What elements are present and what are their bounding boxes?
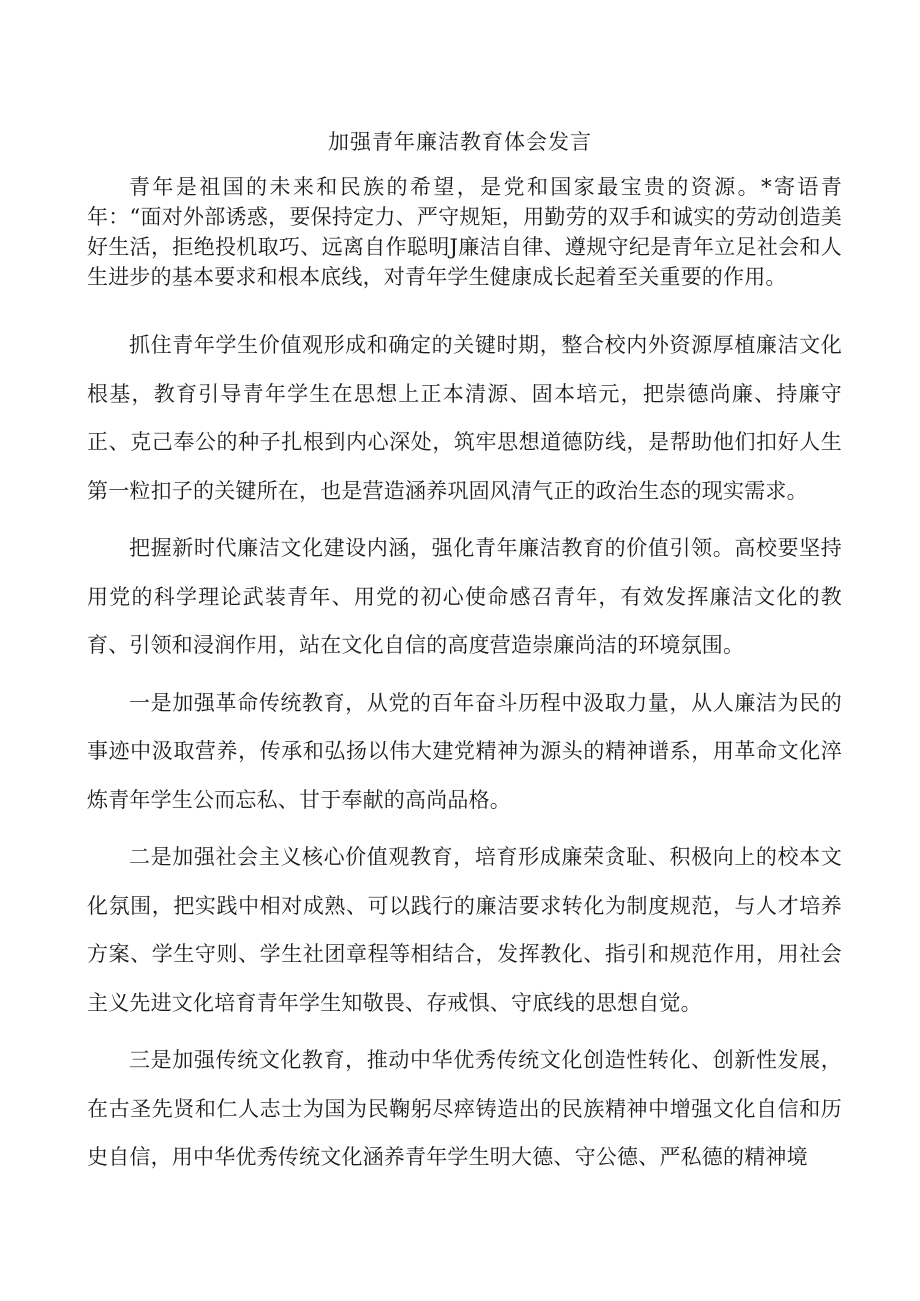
paragraph-6: 三是加强传统文化教育，推动中华优秀传统文化创造性转化、创新性发展，在古圣先贤和仁人志士为国为民鞠躬尽瘁铸造出的民族精神中增强文化自信和历史自信，用中华优秀传统文化涵养青年学生明大德、守公德、严私德的精神境 [87, 1048, 842, 1169]
paragraph-2: 抓住青年学生价值观形成和确定的关键时期，整合校内外资源厚植廉洁文化根基，教育引导青年学生在思想上正本清源、固本培元，把崇德尚廉、持廉守正、克己奉公的种子扎根到内心深处，筑牢思想道德防线，是帮助他们扣好人生第一粒扣子的关键所在，也是营造涵养巩固风清气正的政治生态的现实需求。 [87, 333, 842, 503]
paragraph-3: 把握新时代廉洁文化建设内涵，强化青年廉洁教育的价值引领。高校要坚持用党的科学理论武装青年、用党的初心使命感召青年，有效发挥廉洁文化的教育、引领和浸润作用，站在文化自信的高度营造崇廉尚洁的环境氛围。 [87, 536, 842, 657]
paragraph-1: 青年是祖国的未来和民族的希望，是党和国家最宝贵的资源。*寄语青年：“面对外部诱惑，要保持定力、严守规矩，用勤劳的双手和诚实的劳动创造美好生活，拒绝投机取巧、远离自作聪明J廉洁自律、遵规守纪是青年立足社会和人生进步的基本要求和根本底线，对青年学生健康成长起着至关重要的作用。 [87, 175, 842, 289]
paragraph-5: 二是加强社会主义核心价值观教育，培育形成廉荣贪耻、积极向上的校本文化氛围，把实践中相对成熟、可以践行的廉洁要求转化为制度规范，与人才培养方案、学生守则、学生社团章程等相结合，发挥教化、指引和规范作用，用社会主义先进文化培育青年学生知敬畏、存戒惧、守底线的思想自觉。 [87, 845, 842, 1015]
paragraph-4: 一是加强革命传统教育，从党的百年奋斗历程中汲取力量，从人廉洁为民的事迹中汲取营养，传承和弘扬以伟大建党精神为源头的精神谱系，用革命文化淬炼青年学生公而忘私、甘于奉献的高尚品格。 [87, 690, 842, 812]
document-body [87, 172, 842, 1182]
document-title: 加强青年廉洁教育体会发言 [328, 130, 592, 154]
